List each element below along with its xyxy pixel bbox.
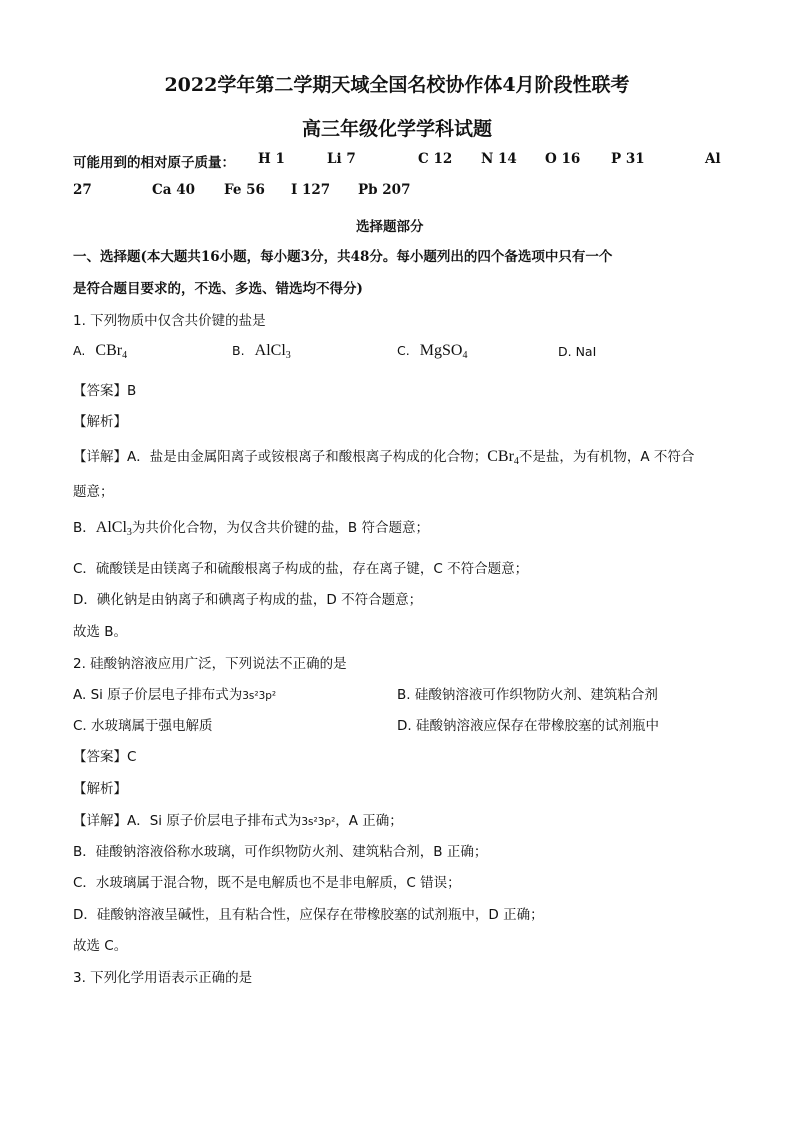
atomic-mass-item: O 16 (545, 151, 581, 167)
q1-answer (73, 379, 136, 399)
atomic-mass-item: Al (705, 151, 721, 167)
q2-option-b: B. 硅酸钠溶液可作织物防火剂、建筑粘合剂 (397, 687, 658, 703)
q2-analysis-tag: 【解析】 (73, 781, 127, 797)
q1-option-a-label: A. (73, 343, 86, 358)
q1-option-c-label: C. (397, 343, 410, 358)
q1-option-c-formula (420, 342, 468, 359)
q2-detail-a (73, 809, 403, 829)
q2-answer (73, 745, 136, 765)
detail-text: 不是盐，为有机物，A 不符合 (518, 449, 695, 465)
q2-conclusion: 故选 C。 (73, 938, 128, 954)
atomic-mass-item: H 1 (258, 151, 285, 167)
formula-subscript: 4 (462, 350, 468, 361)
q1-option-b-formula (255, 342, 291, 359)
q1-option-a (73, 340, 127, 361)
q1-option-d: D. NaI (558, 344, 597, 359)
formula-text: AlCl (95, 519, 127, 536)
formula-subscript: 4 (122, 350, 128, 361)
electron-config: 3s²3p² (301, 816, 336, 828)
formula-subscript: 3 (126, 527, 132, 538)
formula-text: CBr (487, 448, 514, 465)
detail-text: B． (73, 520, 96, 536)
electron-config: 3s²3p² (242, 690, 277, 702)
answer-tag: 【答案】 (73, 749, 127, 765)
q3-stem: 3. 下列化学用语表示正确的是 (73, 970, 253, 986)
q2-detail-d: D．硅酸钠溶液呈碱性，且有粘合性，应保存在带橡胶塞的试剂瓶中，D 正确； (73, 907, 544, 923)
section-instruction-line1: 一、选择题(本大题共16小题，每小题3分，共48分。每小题列出的四个备选项中只有一个 (73, 249, 613, 265)
q2-option-c: C. 水玻璃属于强电解质 (73, 718, 213, 734)
atomic-mass-item: Ca 40 (152, 182, 195, 198)
answer-value: B (127, 383, 137, 399)
detail-tag: 【详解】 (73, 449, 127, 465)
q1-detail-d: D．碘化钠是由钠离子和碘离子构成的盐，D 不符合题意； (73, 592, 423, 608)
q2-option-a (73, 683, 276, 703)
q1-conclusion: 故选 B。 (73, 624, 128, 640)
q2-option-d: D. 硅酸钠溶液应保存在带橡胶塞的试剂瓶中 (397, 718, 659, 734)
atomic-mass-item: N 14 (481, 151, 517, 167)
q2-detail-b: B．硅酸钠溶液俗称水玻璃，可作织物防火剂、建筑粘合剂，B 正确； (73, 844, 488, 860)
atomic-mass-item: 27 (73, 182, 92, 198)
q1-option-b (232, 340, 291, 361)
detail-formula (96, 519, 132, 536)
q1-detail-c: C．硫酸镁是由镁离子和硫酸根离子构成的盐，存在离子键，C 不符合题意； (73, 561, 529, 577)
q1-option-b-label: B. (232, 343, 245, 358)
atomic-mass-item: Li 7 (327, 151, 356, 167)
q1-option-a-formula (95, 342, 127, 359)
q2-stem: 2. 硅酸钠溶液应用广泛，下列说法不正确的是 (73, 656, 347, 672)
option-text: A. Si 原子价层电子排布式为 (73, 687, 243, 703)
exam-subtitle: 高三年级化学学科试题 (301, 118, 492, 140)
detail-tag: 【详解】 (73, 813, 127, 829)
atomic-mass-label: 可能用到的相对原子质量： (73, 155, 235, 171)
detail-text: ，A 正确； (335, 813, 403, 829)
formula-subscript: 3 (285, 350, 291, 361)
atomic-mass-item: I 127 (291, 182, 331, 198)
detail-formula (487, 448, 519, 465)
q1-option-c (397, 340, 467, 361)
atomic-mass-item: Pb 207 (358, 182, 411, 198)
q2-detail-c: C．水玻璃属于混合物，既不是电解质也不是非电解质，C 错误； (73, 875, 461, 891)
exam-title: 2022学年第二学期天域全国名校协作体4月阶段性联考 (164, 74, 630, 96)
q1-analysis-tag: 【解析】 (73, 414, 127, 430)
formula-text: MgSO (419, 342, 463, 359)
formula-subscript: 4 (513, 456, 519, 467)
q1-detail-a (73, 445, 694, 467)
detail-text: 为共价化合物，为仅含共价键的盐，B 符合题意； (131, 520, 429, 536)
q1-stem: 1. 下列物质中仅含共价键的盐是 (73, 313, 266, 329)
detail-text: A．盐是由金属阳离子或铵根离子和酸根离子构成的化合物； (127, 449, 488, 465)
formula-text: AlCl (254, 342, 286, 359)
q1-detail-b (73, 516, 429, 538)
detail-text: A．Si 原子价层电子排布式为 (127, 813, 302, 829)
q1-detail-a-cont: 题意； (73, 484, 114, 500)
section-instruction-line2: 是符合题目要求的，不选、多选、错选均不得分) (73, 281, 363, 297)
atomic-mass-item: C 12 (418, 151, 453, 167)
answer-value: C (127, 749, 137, 765)
answer-tag: 【答案】 (73, 383, 127, 399)
atomic-mass-item: Fe 56 (224, 182, 265, 198)
atomic-mass-item: P 31 (611, 151, 645, 167)
section-heading: 选择题部分 (356, 219, 424, 235)
formula-text: CBr (95, 342, 123, 359)
